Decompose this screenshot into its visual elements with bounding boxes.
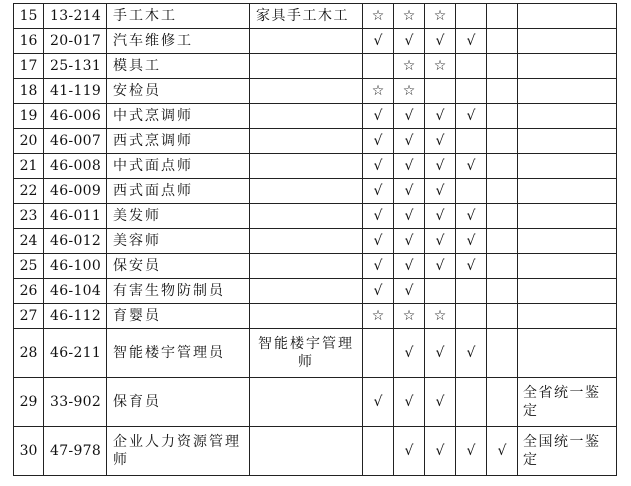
- level-2-mark-cell: √: [394, 104, 425, 129]
- level-3-mark-cell: √: [425, 204, 456, 229]
- level-5-mark-cell: [487, 204, 518, 229]
- level-3-mark-cell: √: [425, 154, 456, 179]
- table-row: [14, 204, 617, 229]
- occupation-name-cell: 安检员: [107, 79, 250, 104]
- level-2-mark-cell: ☆: [394, 4, 425, 29]
- level-5-mark-cell: [487, 378, 518, 427]
- table-row: [14, 329, 617, 378]
- level-1-mark-cell: √: [363, 204, 394, 229]
- alias-cell: 家具手工木工: [250, 4, 363, 29]
- table-row: [14, 279, 617, 304]
- level-4-mark-cell: [456, 54, 487, 79]
- occupation-code-cell: 41-119: [44, 79, 107, 104]
- table-row: [14, 427, 617, 476]
- occupation-name-cell: 美容师: [107, 229, 250, 254]
- note-cell: [518, 54, 617, 79]
- level-1-mark-cell: √: [363, 279, 394, 304]
- occupation-code-cell: 46-007: [44, 129, 107, 154]
- level-4-mark-cell: √: [456, 29, 487, 54]
- note-cell: [518, 229, 617, 254]
- level-4-mark-cell: [456, 4, 487, 29]
- note-cell: [518, 279, 617, 304]
- alias-cell: [250, 104, 363, 129]
- table-row: [14, 129, 617, 154]
- level-5-mark-cell: [487, 54, 518, 79]
- level-2-mark-cell: √: [394, 204, 425, 229]
- row-number-cell: 19: [14, 104, 44, 129]
- row-number-cell: 16: [14, 29, 44, 54]
- level-3-mark-cell: √: [425, 179, 456, 204]
- level-3-mark-cell: √: [425, 329, 456, 378]
- occupation-code-cell: 46-011: [44, 204, 107, 229]
- level-3-mark-cell: ☆: [425, 4, 456, 29]
- row-number-cell: 30: [14, 427, 44, 476]
- occupation-name-cell: 模具工: [107, 54, 250, 79]
- row-number-cell: 21: [14, 154, 44, 179]
- alias-cell: [250, 427, 363, 476]
- occupation-code-cell: 20-017: [44, 29, 107, 54]
- occupation-name-cell: 中式面点师: [107, 154, 250, 179]
- occupation-name-cell: 企业人力资源管理师: [107, 427, 250, 476]
- note-cell: [518, 304, 617, 329]
- row-number-cell: 26: [14, 279, 44, 304]
- level-2-mark-cell: √: [394, 254, 425, 279]
- level-3-mark-cell: √: [425, 378, 456, 427]
- occupation-code-cell: 33-902: [44, 378, 107, 427]
- occupation-code-cell: 46-008: [44, 154, 107, 179]
- level-4-mark-cell: √: [456, 229, 487, 254]
- row-number-cell: 24: [14, 229, 44, 254]
- occupation-name-cell: 有害生物防制员: [107, 279, 250, 304]
- alias-cell: 智能楼宇管理师: [250, 329, 363, 378]
- level-3-mark-cell: √: [425, 229, 456, 254]
- level-4-mark-cell: [456, 79, 487, 104]
- row-number-cell: 28: [14, 329, 44, 378]
- alias-cell: [250, 179, 363, 204]
- note-cell: [518, 79, 617, 104]
- level-1-mark-cell: √: [363, 29, 394, 54]
- table-row: [14, 79, 617, 104]
- level-3-mark-cell: √: [425, 129, 456, 154]
- row-number-cell: 20: [14, 129, 44, 154]
- level-4-mark-cell: √: [456, 329, 487, 378]
- level-3-mark-cell: [425, 279, 456, 304]
- level-2-mark-cell: √: [394, 129, 425, 154]
- level-2-mark-cell: √: [394, 29, 425, 54]
- level-5-mark-cell: [487, 4, 518, 29]
- level-1-mark-cell: [363, 427, 394, 476]
- occupation-code-cell: 46-009: [44, 179, 107, 204]
- occupation-code-cell: 46-112: [44, 304, 107, 329]
- level-2-mark-cell: √: [394, 329, 425, 378]
- alias-cell: [250, 154, 363, 179]
- table-row: [14, 254, 617, 279]
- level-1-mark-cell: √: [363, 378, 394, 427]
- row-number-cell: 17: [14, 54, 44, 79]
- row-number-cell: 27: [14, 304, 44, 329]
- level-4-mark-cell: [456, 279, 487, 304]
- level-3-mark-cell: ☆: [425, 304, 456, 329]
- level-5-mark-cell: [487, 279, 518, 304]
- table-row: [14, 179, 617, 204]
- occupation-code-cell: 46-100: [44, 254, 107, 279]
- level-4-mark-cell: [456, 179, 487, 204]
- level-4-mark-cell: √: [456, 104, 487, 129]
- alias-cell: [250, 304, 363, 329]
- note-cell: [518, 104, 617, 129]
- level-1-mark-cell: √: [363, 104, 394, 129]
- alias-cell: [250, 29, 363, 54]
- alias-cell: [250, 129, 363, 154]
- level-1-mark-cell: [363, 54, 394, 79]
- occupation-name-cell: 保安员: [107, 254, 250, 279]
- level-3-mark-cell: [425, 79, 456, 104]
- level-3-mark-cell: √: [425, 427, 456, 476]
- row-number-cell: 18: [14, 79, 44, 104]
- table-row: [14, 104, 617, 129]
- note-cell: [518, 4, 617, 29]
- level-1-mark-cell: √: [363, 179, 394, 204]
- level-5-mark-cell: [487, 254, 518, 279]
- row-number-cell: 15: [14, 4, 44, 29]
- level-1-mark-cell: √: [363, 254, 394, 279]
- level-2-mark-cell: √: [394, 378, 425, 427]
- level-5-mark-cell: [487, 304, 518, 329]
- occupation-name-cell: 智能楼宇管理员: [107, 329, 250, 378]
- level-2-mark-cell: ☆: [394, 79, 425, 104]
- note-cell: 全省统一鉴定: [518, 378, 617, 427]
- level-2-mark-cell: ☆: [394, 54, 425, 79]
- level-1-mark-cell: ☆: [363, 304, 394, 329]
- occupation-code-cell: 46-104: [44, 279, 107, 304]
- level-1-mark-cell: ☆: [363, 4, 394, 29]
- row-number-cell: 29: [14, 378, 44, 427]
- occupation-code-cell: 47-978: [44, 427, 107, 476]
- table-row: [14, 154, 617, 179]
- alias-cell: [250, 79, 363, 104]
- occupation-code-cell: 46-211: [44, 329, 107, 378]
- occupation-name-cell: 保育员: [107, 378, 250, 427]
- level-5-mark-cell: [487, 29, 518, 54]
- level-1-mark-cell: ☆: [363, 79, 394, 104]
- alias-cell: [250, 279, 363, 304]
- note-cell: [518, 154, 617, 179]
- level-4-mark-cell: √: [456, 204, 487, 229]
- note-cell: [518, 29, 617, 54]
- alias-cell: [250, 254, 363, 279]
- level-3-mark-cell: √: [425, 29, 456, 54]
- alias-cell: [250, 54, 363, 79]
- occupation-name-cell: 美发师: [107, 204, 250, 229]
- occupation-name-cell: 手工木工: [107, 4, 250, 29]
- level-4-mark-cell: [456, 129, 487, 154]
- table-body: [14, 4, 617, 476]
- level-1-mark-cell: √: [363, 129, 394, 154]
- occupation-code-cell: 46-012: [44, 229, 107, 254]
- note-cell: [518, 254, 617, 279]
- table-row: [14, 54, 617, 79]
- level-1-mark-cell: [363, 329, 394, 378]
- table-row: [14, 4, 617, 29]
- level-4-mark-cell: √: [456, 154, 487, 179]
- occupation-name-cell: 西式烹调师: [107, 129, 250, 154]
- occupation-code-cell: 46-006: [44, 104, 107, 129]
- note-cell: [518, 129, 617, 154]
- note-cell: [518, 179, 617, 204]
- table-row: [14, 229, 617, 254]
- level-4-mark-cell: [456, 304, 487, 329]
- row-number-cell: 25: [14, 254, 44, 279]
- note-cell: [518, 329, 617, 378]
- note-cell: 全国统一鉴定: [518, 427, 617, 476]
- level-2-mark-cell: √: [394, 427, 425, 476]
- occupation-code-cell: 13-214: [44, 4, 107, 29]
- occupation-name-cell: 西式面点师: [107, 179, 250, 204]
- level-3-mark-cell: √: [425, 254, 456, 279]
- table-row: [14, 304, 617, 329]
- level-2-mark-cell: ☆: [394, 304, 425, 329]
- alias-cell: [250, 204, 363, 229]
- alias-cell: [250, 378, 363, 427]
- occupation-name-cell: 汽车维修工: [107, 29, 250, 54]
- level-2-mark-cell: √: [394, 179, 425, 204]
- occupation-name-cell: 育婴员: [107, 304, 250, 329]
- row-number-cell: 22: [14, 179, 44, 204]
- level-4-mark-cell: [456, 378, 487, 427]
- level-2-mark-cell: √: [394, 279, 425, 304]
- row-number-cell: 23: [14, 204, 44, 229]
- level-5-mark-cell: [487, 329, 518, 378]
- level-5-mark-cell: [487, 179, 518, 204]
- level-3-mark-cell: ☆: [425, 54, 456, 79]
- note-cell: [518, 204, 617, 229]
- alias-cell: [250, 229, 363, 254]
- occupation-table: [13, 3, 617, 476]
- level-1-mark-cell: √: [363, 229, 394, 254]
- level-5-mark-cell: [487, 229, 518, 254]
- level-5-mark-cell: [487, 79, 518, 104]
- level-5-mark-cell: √: [487, 427, 518, 476]
- level-5-mark-cell: [487, 104, 518, 129]
- level-4-mark-cell: √: [456, 427, 487, 476]
- occupation-code-cell: 25-131: [44, 54, 107, 79]
- level-4-mark-cell: √: [456, 254, 487, 279]
- level-5-mark-cell: [487, 154, 518, 179]
- table-row: [14, 29, 617, 54]
- level-1-mark-cell: √: [363, 154, 394, 179]
- level-5-mark-cell: [487, 129, 518, 154]
- level-3-mark-cell: √: [425, 104, 456, 129]
- table-row: [14, 378, 617, 427]
- occupation-name-cell: 中式烹调师: [107, 104, 250, 129]
- level-2-mark-cell: √: [394, 154, 425, 179]
- level-2-mark-cell: √: [394, 229, 425, 254]
